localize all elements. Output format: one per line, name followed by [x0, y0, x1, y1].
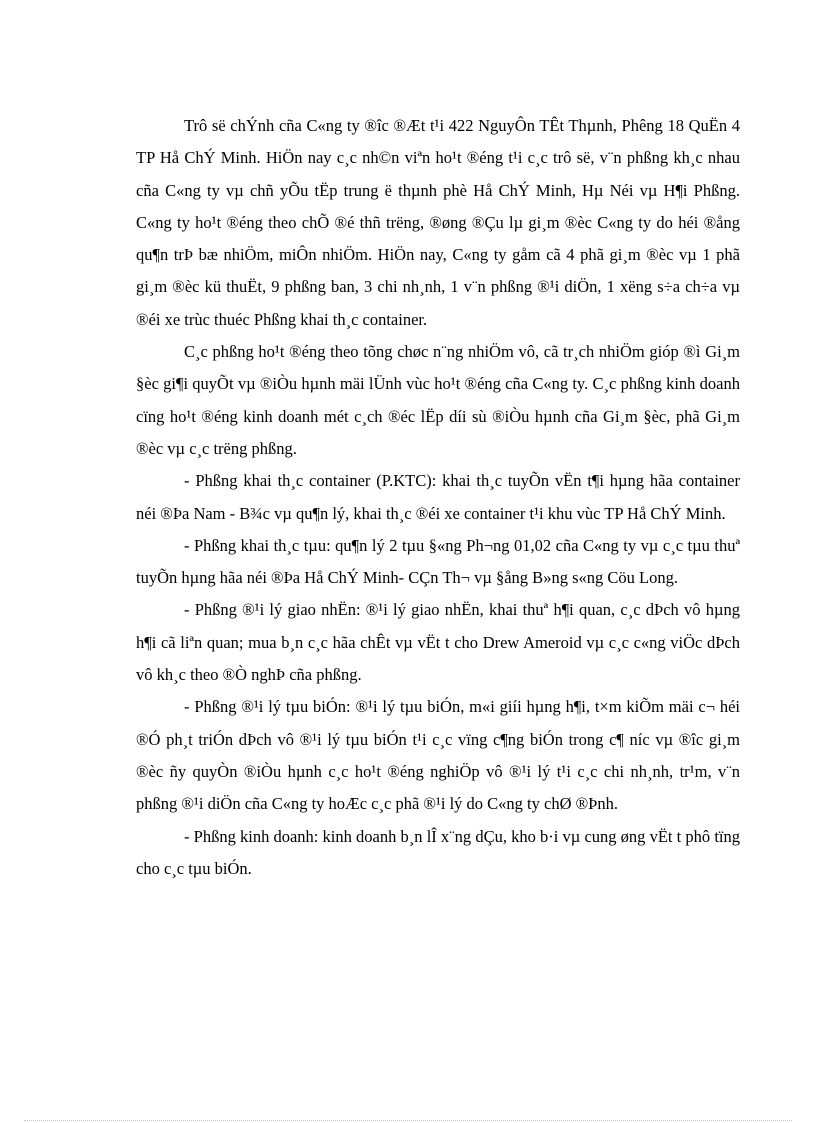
paragraph-forwarding-dept: - Phßng ®¹i lý giao nhËn: ®¹i lý giao nhËn, khai thuª h¶i quan, c¸c dÞch vô hµng h¶i cã liªn quan; mua b¸n c¸c hãa chÊt vµ vËt t cho Drew Ameroid vµ c¸c c«ng viÖc dÞch vô kh¸c theo ®Ò nghÞ cña phßng.: [136, 600, 740, 685]
paragraph-ship-dept: - Phßng khai th¸c tµu: qu¶n lý 2 tµu §«ng Ph¬ng 01,02 cña C«ng ty vµ c¸c tµu thuª tuyÕn hµng hãa néi ®Þa Hå ChÝ Minh- CÇn Th¬ vµ §ång B»ng s«ng Cöu Long.: [136, 535, 740, 588]
document-body: [136, 110, 740, 885]
paragraph-ship-agency-dept: - Phßng ®¹i lý tµu biÓn: ®¹i lý tµu biÓn, m«i giíi hµng h¶i, t×m kiÕm mäi c¬ héi ®Ó ph¸t triÓn dÞch vô ®¹i lý tµu biÓn t¹i c¸c vïng c¶ng biÓn trong c¶ níc vµ ®îc gi¸m ®èc ñy quyÒn ®iÒu hµnh c¸c ho¹t ®éng nghiÖp vô ®¹i lý t¹i c¸c chi nh¸nh, tr¹m, v¨n phßng ®¹i diÖn cña C«ng ty hoÆc c¸c phã ®¹i lý do C«ng ty chØ ®Þnh.: [136, 697, 740, 814]
paragraph-container-dept: - Phßng khai th¸c container (P.KTC): khai th¸c tuyÕn vËn t¶i hµng hãa container néi ®Þa Nam - B¾c vµ qu¶n lý, khai th¸c ®éi xe container t¹i khu vùc TP Hå ChÝ Minh.: [136, 471, 740, 523]
paragraph-head-office: Trô së chÝnh cña C«ng ty ®îc ®Æt t¹i 422 NguyÔn TÊt Thµnh, Phêng 18 QuËn 4 TP Hå ChÝ Minh. HiÖn nay c¸c nh©n viªn ho¹t ®éng t¹i c¸c trô së, v¨n phßng kh¸c nhau cña C«ng ty vµ chñ yÕu tËp trung ë thµnh phè Hå ChÝ Minh, Hµ Néi vµ H¶i Phßng. C«ng ty ho¹t ®éng theo chÕ ®é thñ trëng, ®øng ®Çu lµ gi¸m ®èc C«ng ty do héi ®ång qu¶n trÞ bæ nhiÖm, miÔn nhiÖm. HiÖn nay, C«ng ty gåm cã 4 phã gi¸m ®èc vµ 1 phã gi¸m ®èc kü thuËt, 9 phßng ban, 3 chi nh¸nh, 1 v¨n phßng ®¹i diÖn, 1 xëng s÷a ch÷a vµ ®éi xe trùc thuéc Phßng khai th¸c container.: [136, 116, 740, 329]
paragraph-departments: C¸c phßng ho¹t ®éng theo tõng chøc n¨ng nhiÖm vô, cã tr¸ch nhiÖm gióp ®ì Gi¸m §èc gi¶i quyÕt vµ ®iÒu hµnh mäi lÜnh vùc ho¹t ®éng cña C«ng ty. C¸c phßng kinh doanh cïng ho¹t ®éng kinh doanh mét c¸ch ®éc lËp díi sù ®iÒu hµnh cña Gi¸m §èc, phã Gi¸m ®èc vµ c¸c trëng phßng.: [136, 342, 740, 458]
paragraph-business-dept: - Phßng kinh doanh: kinh doanh b¸n lÎ x¨ng dÇu, kho b·i vµ cung øng vËt t phô tïng cho c¸c tµu biÓn.: [136, 826, 740, 878]
page-bottom-rule: [24, 1120, 792, 1121]
